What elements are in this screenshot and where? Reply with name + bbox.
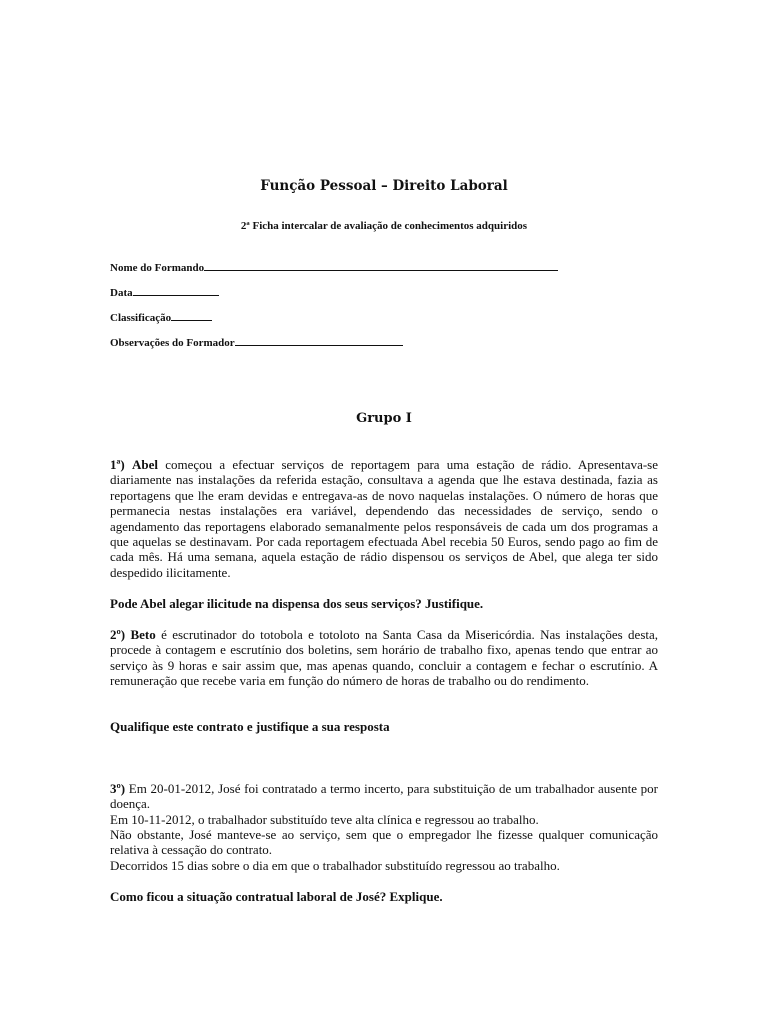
field-label: Nome do Formando xyxy=(110,262,205,274)
exercise-3-line: Em 10-11-2012, o trabalhador substituído teve alta clínica e regressou ao trabalho. xyxy=(110,812,539,827)
exercise-name: Abel xyxy=(131,457,158,472)
exercise-name: Beto xyxy=(130,627,156,642)
field-blank-line[interactable] xyxy=(171,310,212,321)
field-data[interactable] xyxy=(110,285,219,299)
field-classificacao[interactable] xyxy=(110,310,212,324)
exercise-number: 2º) xyxy=(110,627,126,642)
exercise-3-text xyxy=(110,781,658,812)
exercise-body: Em 20-01-2012, José foi contratado a termo incerto, para substituição de um trabalhador ausente por doença. xyxy=(110,781,658,812)
field-blank-line[interactable] xyxy=(204,260,558,271)
field-blank-line[interactable] xyxy=(133,285,219,296)
exercise-1-question: Pode Abel alegar ilicitude na dispensa dos seus serviços? Justifique. xyxy=(110,596,484,611)
exercise-body: começou a efectuar serviços de reportagem para uma estação de rádio. Apresentava-se diariamente nas instalações da referida estação, consultava a agenda que lhe estava destinada, fazia as reportagens que lhe eram devidas e entregava-as de novo naquelas instalações. O número de horas que permanecia nestas instalações era variável, dependendo das necessidades de serviço, sendo o agendamento das reportagens elaborado semanalmente pelos responsáveis de cada um dos programas a que aquelas se destinavam. Por cada reportagem efectuada Abel recebia 50 Euros, sendo pago ao fim de cada mês. Há uma semana, aquela estação de rádio dispensou os serviços de Abel, que alega ter sido despedido ilicitamente. xyxy=(110,457,658,580)
field-nome-formando[interactable] xyxy=(110,260,558,274)
field-label: Observações do Formador xyxy=(110,337,235,349)
field-label: Data xyxy=(110,287,133,299)
document-title: Função Pessoal – Direito Laboral xyxy=(260,178,508,194)
exercise-number: 1ª) xyxy=(110,457,125,472)
exercise-body: é escrutinador do totobola e totoloto na Santa Casa da Misericórdia. Nas instalações desta, procede à contagem e escrutínio dos boletins, sem horário de trabalho fixo, apenas tendo que entrar ao serviço às 9 horas e sair assim que, mas apenas quando, concluir a contagem e fechar o escrutínio. A remuneração que recebe varia em função do número de horas de trabalho ou do rendimento. xyxy=(110,627,659,689)
exercise-1-text xyxy=(110,457,658,580)
field-label: Classificação xyxy=(110,312,172,324)
exercise-3-line: Decorridos 15 dias sobre o dia em que o trabalhador substituído regressou ao trabalho. xyxy=(110,858,560,873)
exercise-3-line: Não obstante, José manteve-se ao serviço, sem que o empregador lhe fizesse qualquer comunicação relativa à cessação do contrato. xyxy=(110,827,658,858)
exercise-2-question: Qualifique este contrato e justifique a sua resposta xyxy=(110,719,390,734)
document-subtitle: 2ª Ficha intercalar de avaliação de conhecimentos adquiridos xyxy=(240,220,528,232)
group-title: Grupo I xyxy=(356,411,412,426)
exercise-number: 3º) xyxy=(110,781,126,796)
exercise-2-text xyxy=(110,627,658,689)
field-observacoes-formador[interactable] xyxy=(110,335,403,349)
exercise-3-question: Como ficou a situação contratual laboral de José? Explique. xyxy=(110,889,443,904)
field-blank-line[interactable] xyxy=(235,335,403,346)
